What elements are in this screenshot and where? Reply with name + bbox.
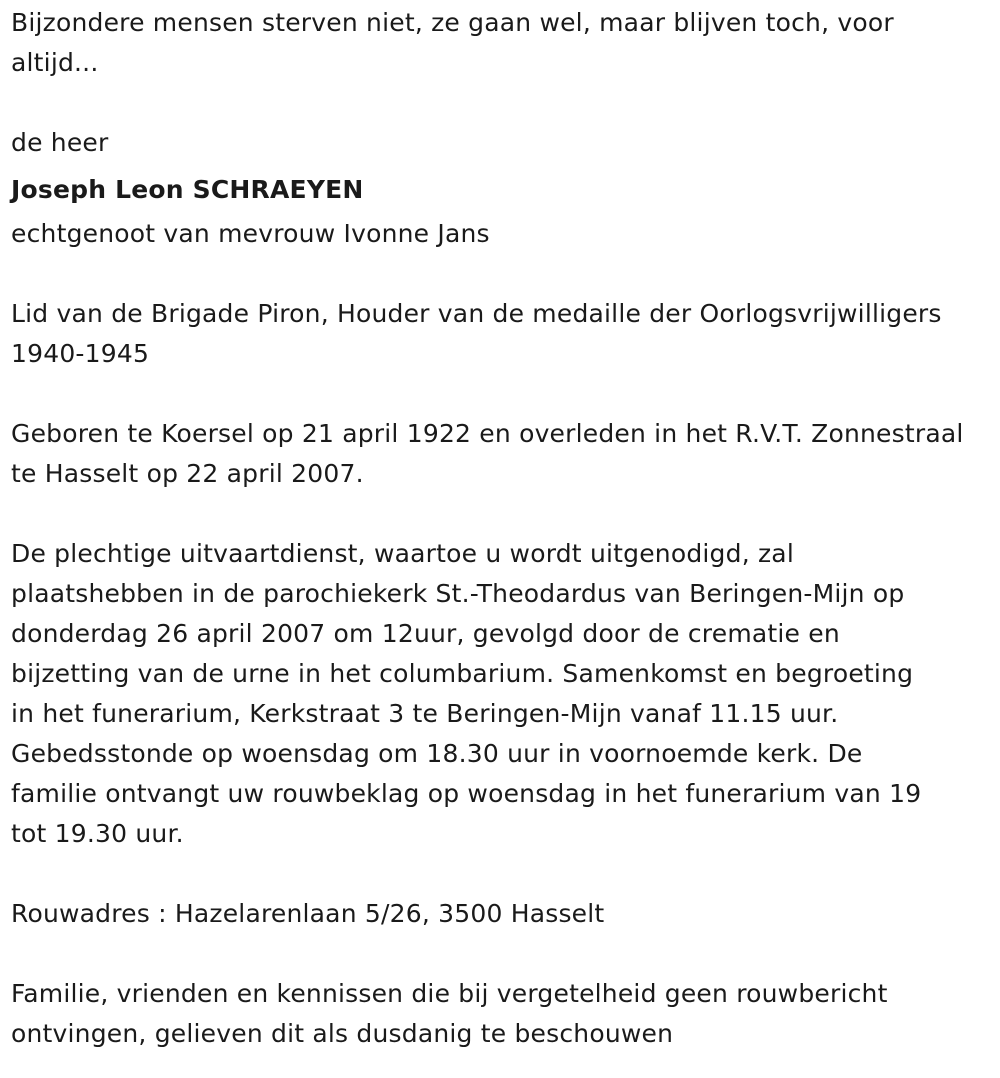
closing-paragraph [11, 974, 991, 1054]
funeral-line: tot 19.30 uur. [11, 819, 184, 848]
obituary-notice [11, 3, 991, 1054]
spacer [11, 254, 991, 294]
spacer [11, 854, 991, 894]
membership-line: Lid van de Brigade Piron, Houder van de medaille der Oorlogsvrijwilligers [11, 299, 942, 328]
funeral-line: plaatshebben in de parochiekerk St.-Theodardus van Beringen-Mijn op [11, 579, 905, 608]
membership-paragraph [11, 294, 991, 374]
mourning-address: Rouwadres : Hazelarenlaan 5/26, 3500 Hasselt [11, 899, 605, 928]
birth-death-paragraph [11, 414, 991, 494]
birth-death-line: Geboren te Koersel op 21 april 1922 en overleden in het R.V.T. Zonnestraal [11, 419, 964, 448]
closing-line: Familie, vrienden en kennissen die bij vergetelheid geen rouwbericht [11, 979, 888, 1008]
funeral-line: donderdag 26 april 2007 om 12uur, gevolgd door de crematie en [11, 619, 840, 648]
birth-death-line: te Hasselt op 22 april 2007. [11, 459, 364, 488]
funeral-line: in het funerarium, Kerkstraat 3 te Beringen-Mijn vanaf 11.15 uur. [11, 699, 839, 728]
spacer [11, 374, 991, 414]
funeral-line: De plechtige uitvaartdienst, waartoe u wordt uitgenodigd, zal [11, 539, 794, 568]
spouse-line: echtgenoot van mevrouw Ivonne Jans [11, 219, 490, 248]
salutation: de heer [11, 128, 109, 157]
quote-line: Bijzondere mensen sterven niet, ze gaan wel, maar blijven toch, voor [11, 8, 894, 37]
opening-quote [11, 3, 991, 83]
funeral-line: bijzetting van de urne in het columbarium. Samenkomst en begroeting [11, 659, 914, 688]
funeral-paragraph [11, 534, 991, 854]
quote-line: altijd... [11, 48, 99, 77]
funeral-line: Gebedsstonde op woensdag om 18.30 uur in voornoemde kerk. De [11, 739, 863, 768]
membership-line: 1940-1945 [11, 339, 150, 368]
spacer [11, 83, 991, 123]
funeral-line: familie ontvangt uw rouwbeklag op woensdag in het funerarium van 19 [11, 779, 922, 808]
spacer [11, 494, 991, 534]
closing-line: ontvingen, gelieven dit als dusdanig te beschouwen [11, 1019, 674, 1048]
spacer [11, 934, 991, 974]
deceased-name: Joseph Leon SCHRAEYEN [11, 175, 364, 204]
